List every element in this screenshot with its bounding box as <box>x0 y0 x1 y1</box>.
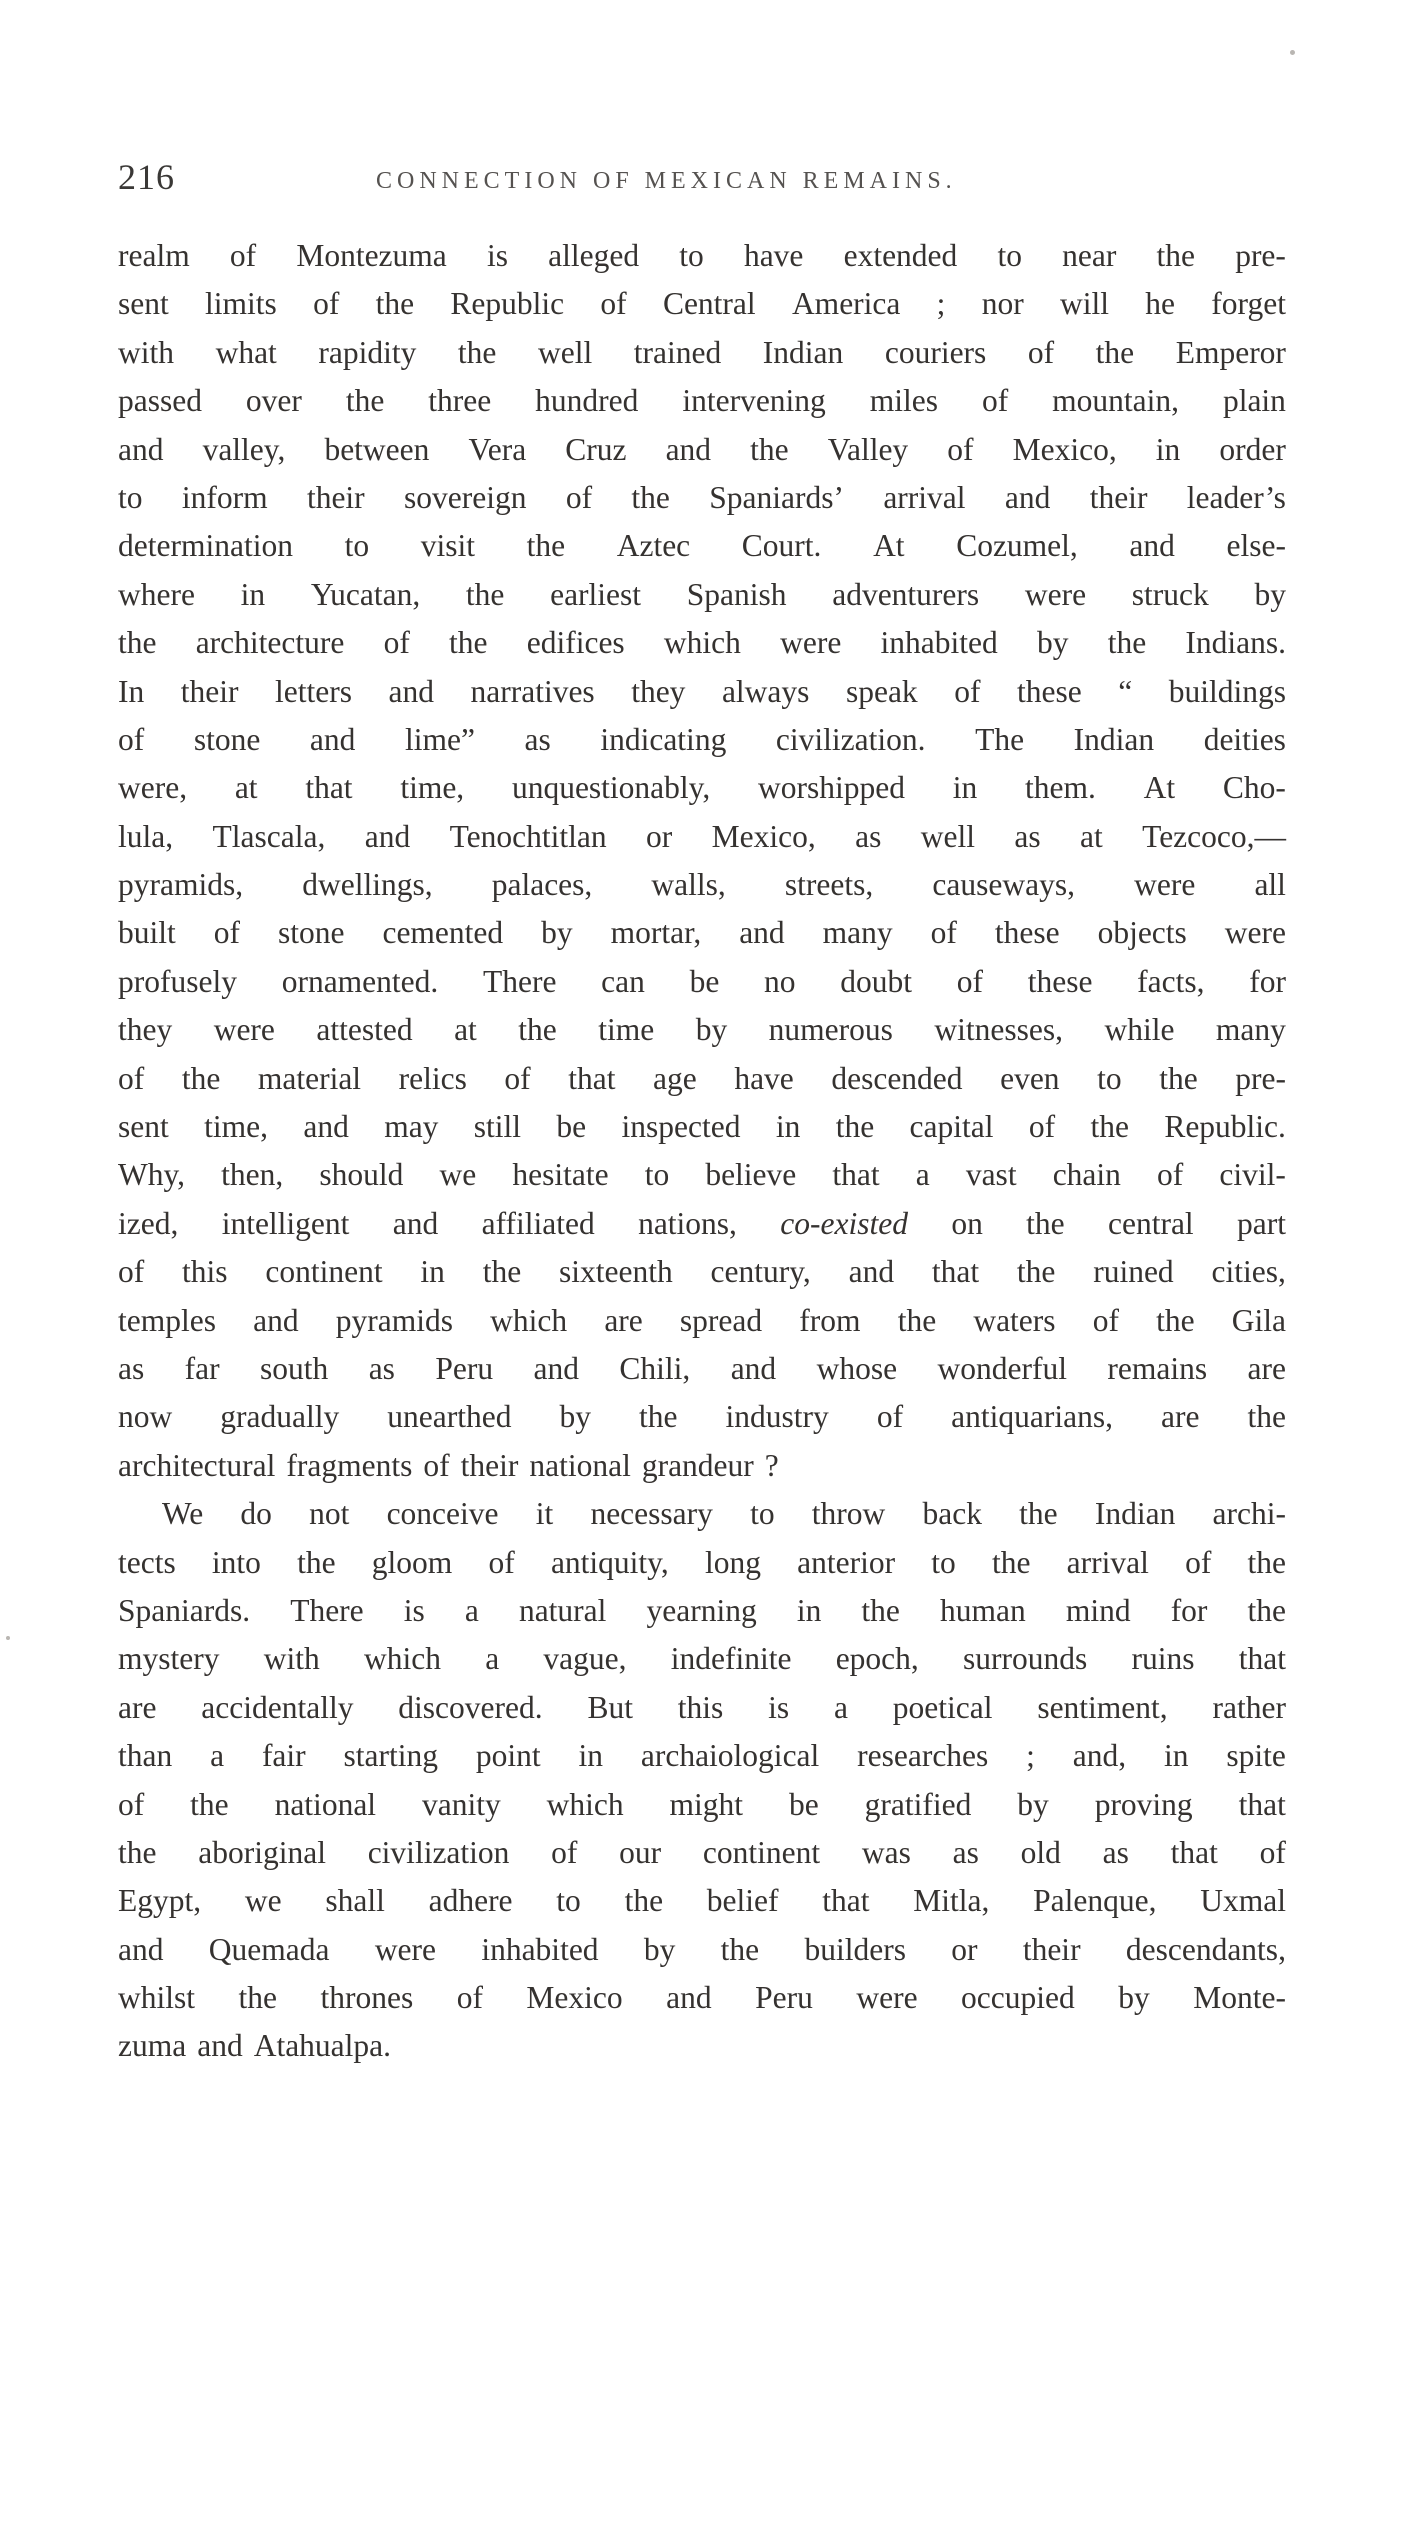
text-line: pyramids, dwellings, palaces, walls, streets, causeways, were all <box>118 867 1286 903</box>
text-line: of the national vanity which might be gratified by proving that <box>118 1786 1286 1822</box>
text-line: We do not conceive it necessary to throw back the Indian archi- <box>162 1496 1286 1532</box>
text-line: Why, then, should we hesitate to believe that a vast chain of civil- <box>118 1157 1286 1193</box>
text-line: zuma and Atahualpa. <box>118 2028 392 2064</box>
text-line: were, at that time, unquestionably, worshipped in them. At Cho- <box>118 770 1286 806</box>
paragraph <box>118 232 1286 1490</box>
text-line: the architecture of the edifices which were inhabited by the Indians. <box>118 625 1286 661</box>
paper-speck <box>6 1636 10 1640</box>
text-line: mystery with which a vague, indefinite epoch, surrounds ruins that <box>118 1641 1286 1677</box>
paragraph <box>118 1490 1286 2071</box>
running-title: CONNECTION OF MEXICAN REMAINS. <box>376 168 957 194</box>
text-line: temples and pyramids which are spread from the waters of the Gila <box>118 1302 1286 1338</box>
text-line: than a fair starting point in archaiological researches ; and, in spite <box>118 1738 1286 1774</box>
text-line: now gradually unearthed by the industry of antiquarians, are the <box>118 1399 1286 1435</box>
text-line: sent time, and may still be inspected in the capital of the Republic. <box>118 1109 1286 1145</box>
text-line: the aboriginal civilization of our continent was as old as that of <box>118 1834 1286 1870</box>
text-line: and Quemada were inhabited by the builders or their descendants, <box>118 1931 1286 1967</box>
text-line: built of stone cemented by mortar, and many of these objects were <box>118 915 1286 951</box>
paper-speck <box>1290 50 1295 55</box>
text-line: sent limits of the Republic of Central America ; nor will he forget <box>118 286 1286 322</box>
text-line: of this continent in the sixteenth century, and that the ruined cities, <box>118 1254 1286 1290</box>
text-line: with what rapidity the well trained Indian couriers of the Emperor <box>118 334 1286 370</box>
body-text <box>118 232 1286 2071</box>
text-line: passed over the three hundred intervening miles of mountain, plain <box>118 383 1286 419</box>
text-line: architectural fragments of their national grandeur ? <box>118 1447 779 1483</box>
text-line: as far south as Peru and Chili, and whose wonderful remains are <box>118 1350 1286 1386</box>
text-line: ized, intelligent and affiliated nations, co-existed on the central part <box>118 1205 1286 1241</box>
text-line: Egypt, we shall adhere to the belief that Mitla, Palenque, Uxmal <box>118 1883 1286 1919</box>
text-line: determination to visit the Aztec Court. At Cozumel, and else- <box>118 528 1286 564</box>
text-line: realm of Montezuma is alleged to have extended to near the pre- <box>118 238 1286 273</box>
page-number: 216 <box>118 157 175 197</box>
text-line: tects into the gloom of antiquity, long anterior to the arrival of the <box>118 1544 1286 1580</box>
running-head <box>118 150 1286 210</box>
text-line: are accidentally discovered. But this is a poetical sentiment, rather <box>118 1689 1286 1725</box>
text-line: and valley, between Vera Cruz and the Valley of Mexico, in order <box>118 431 1286 467</box>
text-line: lula, Tlascala, and Tenochtitlan or Mexico, as well as at Tezcoco,— <box>118 818 1286 854</box>
text-line: where in Yucatan, the earliest Spanish adventurers were struck by <box>118 576 1286 612</box>
text-line: of the material relics of that age have descended even to the pre- <box>118 1060 1286 1096</box>
text-line: to inform their sovereign of the Spaniards’ arrival and their leader’s <box>118 479 1286 515</box>
text-line: they were attested at the time by numerous witnesses, while many <box>118 1012 1286 1048</box>
text-line: of stone and lime” as indicating civilization. The Indian deities <box>118 721 1286 757</box>
text-line: whilst the thrones of Mexico and Peru were occupied by Monte- <box>118 1980 1286 2016</box>
text-line: In their letters and narratives they always speak of these “ buildings <box>118 673 1286 709</box>
text-line: profusely ornamented. There can be no doubt of these facts, for <box>118 963 1286 999</box>
text-line: Spaniards. There is a natural yearning in the human mind for the <box>118 1592 1286 1628</box>
